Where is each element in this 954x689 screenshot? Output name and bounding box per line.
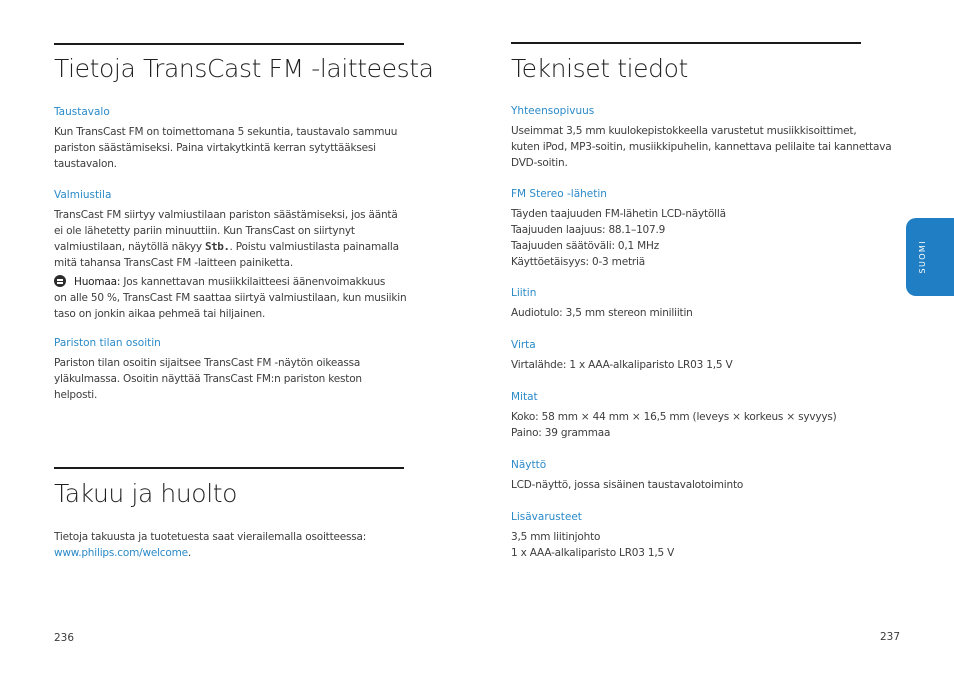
section-heading: Yhteensopivuus [511, 105, 595, 117]
text-line: taso on jonkin aikaa pehmeä tai hiljainen. [54, 308, 266, 320]
text-line [54, 545, 404, 561]
text-line: Pariston tilan osoitin sijaitsee TransCast FM -näytön oikeassa [54, 357, 361, 369]
section-body [54, 124, 404, 172]
text-fragment: . Poistu valmiustilasta painamalla [229, 241, 399, 253]
page-title-warranty: Takuu ja huolto [54, 479, 238, 508]
page-title-specs: Tekniset tiedot [511, 54, 688, 83]
section-body [511, 477, 891, 493]
lcd-standby-symbol: Stb. [205, 240, 230, 253]
section-body [511, 357, 891, 373]
section-body [511, 206, 891, 270]
section-warranty [54, 529, 404, 561]
text-line: LCD-näyttö, jossa sisäinen taustavalotoiminto [511, 479, 744, 491]
page-number-right: 237 [880, 631, 901, 643]
text-line: ei ole lähetetty pariin minuuttiin. Kun TransCast on siirtynyt [54, 225, 355, 237]
language-tab [906, 218, 954, 296]
text-line: Useimmat 3,5 mm kuulokepistokkeella varustetut musiikkisoittimet, [511, 125, 857, 137]
section-heading: Näyttö [511, 459, 547, 471]
text-line: Täyden taajuuden FM-lähetin LCD-näytöllä [511, 208, 726, 220]
note-icon [54, 275, 66, 287]
section-body [511, 305, 891, 321]
text-line [54, 274, 404, 290]
note-label: Huomaa: [74, 276, 121, 288]
section-valmiustila [54, 189, 407, 322]
section-heading: Virta [511, 339, 536, 351]
section-heading: Taustavalo [54, 106, 110, 118]
title-rule [54, 43, 404, 45]
text-line: TransCast FM siirtyy valmiustilaan pariston säästämiseksi, jos ääntä [54, 209, 398, 221]
language-tab-label: SUOMI [918, 240, 927, 274]
section-body [54, 355, 404, 403]
section-body [511, 529, 891, 561]
title-rule [511, 42, 861, 44]
text-fragment: . [187, 547, 192, 559]
section-heading: Pariston tilan osoitin [54, 337, 161, 349]
text-line: 3,5 mm liitinjohto [511, 531, 601, 543]
text-line: mitä tahansa TransCast FM -laitteen painiketta. [54, 257, 294, 269]
text-line: kuten iPod, MP3-soitin, musiikkipuhelin, kannettava pelilaite tai kannettava [511, 141, 892, 153]
section-body [54, 207, 404, 271]
text-line: on alle 50 %, TransCast FM saattaa siirtyä valmiustilaan, kun musiikin [54, 292, 407, 304]
section-body [511, 409, 891, 441]
section-body [54, 529, 404, 561]
text-line: Käyttöetäisyys: 0-3 metriä [511, 256, 645, 268]
text-line: Paino: 39 grammaa [511, 427, 611, 439]
text-line: yläkulmassa. Osoitin näyttää TransCast FM:n pariston keston [54, 373, 362, 385]
section-naytto [511, 459, 891, 493]
note-block [54, 274, 407, 322]
section-yhteensopivuus [511, 105, 891, 171]
text-line: Taajuuden säätöväli: 0,1 MHz [511, 240, 660, 252]
text-line: taustavalon. [54, 158, 117, 170]
philips-welcome-link[interactable]: www.philips.com/welcome [54, 547, 188, 559]
section-heading: Valmiustila [54, 189, 112, 201]
text-line: 1 x AAA-alkaliparisto LR03 1,5 V [511, 547, 675, 559]
text-line: pariston säästämiseksi. Paina virtakytkintä kerran sytyttääksesi [54, 142, 376, 154]
text-line: Audiotulo: 3,5 mm stereon miniliitin [511, 307, 693, 319]
text-line: Tietoja takuusta ja tuotetuesta saat vierailemalla osoitteessa: [54, 531, 367, 543]
section-liitin [511, 287, 891, 321]
text-line: DVD-soitin. [511, 157, 568, 169]
section-heading: Mitat [511, 391, 538, 403]
section-mitat [511, 391, 891, 441]
text-line: Kun TransCast FM on toimettomana 5 sekuntia, taustavalo sammuu [54, 126, 398, 138]
section-heading: Lisävarusteet [511, 511, 582, 523]
page-title-about: Tietoja TransCast FM -laitteesta [54, 54, 434, 83]
section-heading: Liitin [511, 287, 537, 299]
section-heading: FM Stereo -lähetin [511, 188, 607, 200]
text-line: helposti. [54, 389, 98, 401]
section-fm-stereo [511, 188, 891, 270]
title-rule [54, 467, 404, 469]
text-line [54, 239, 404, 255]
section-taustavalo [54, 106, 404, 172]
page-number-left: 236 [54, 632, 75, 644]
section-virta [511, 339, 891, 373]
text-fragment: Jos kannettavan musiikkilaitteesi äänenvoimakkuus [120, 276, 386, 288]
section-body [511, 123, 891, 171]
text-line: Virtalähde: 1 x AAA-alkaliparisto LR03 1,5 V [511, 359, 733, 371]
section-lisavarusteet [511, 511, 891, 561]
section-pariston-tilan-osoitin [54, 337, 404, 403]
text-fragment: valmiustilaan, näytöllä näkyy [54, 241, 202, 253]
text-line: Taajuuden laajuus: 88.1–107.9 [511, 224, 666, 236]
text-line: Koko: 58 mm × 44 mm × 16,5 mm (leveys × korkeus × syvyys) [511, 411, 837, 423]
